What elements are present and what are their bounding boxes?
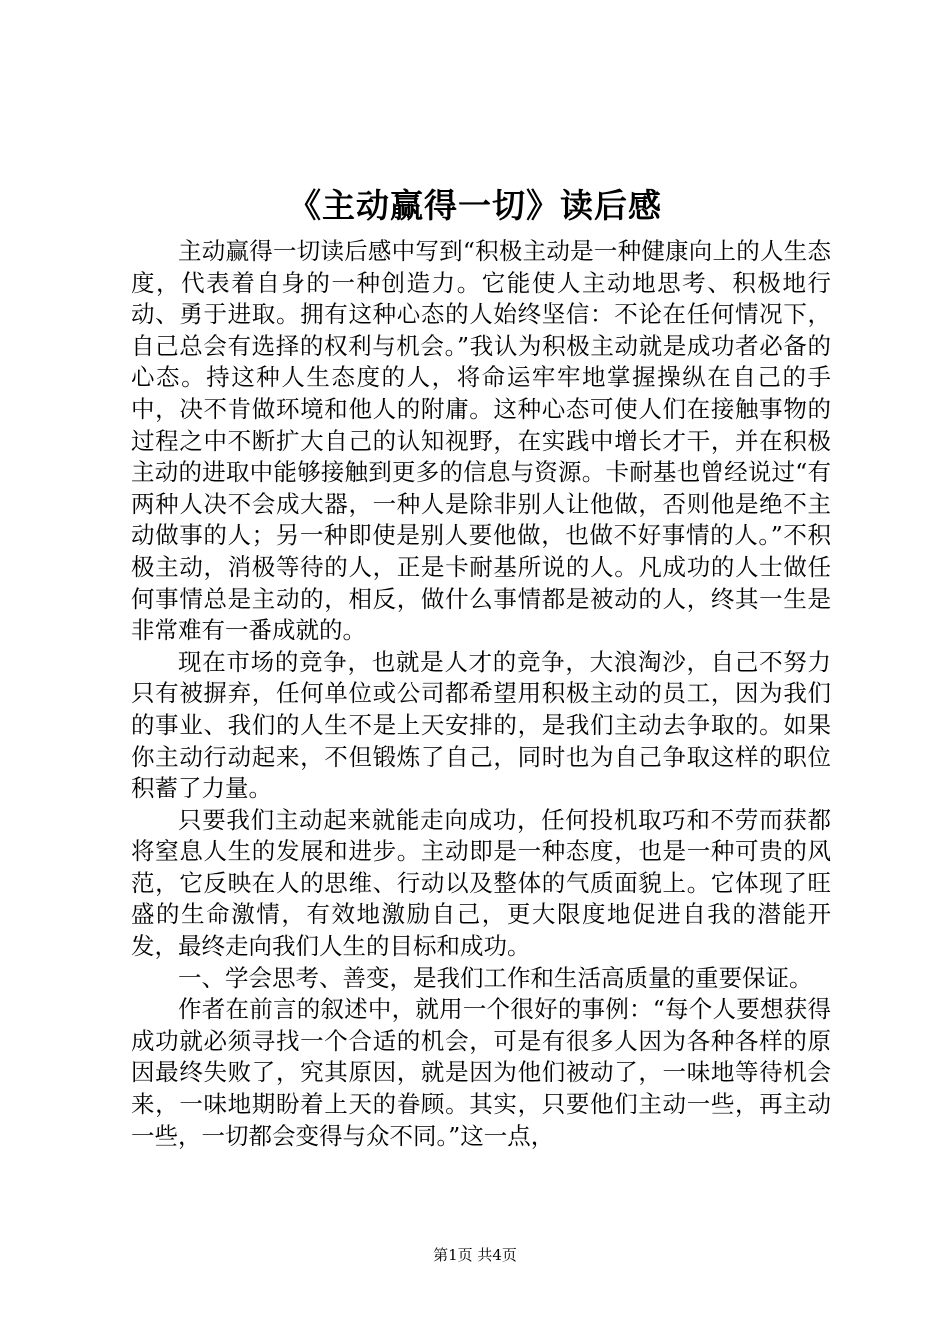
- paragraph: 作者在前言的叙述中，就用一个很好的事例：“每个人要想获得成功就必须寻找一个合适的机会，可是有很多人因为各种各样的原因最终失败了，究其原因，就是因为他们被动了，一味地等待机会来，一味地期盼着上天的眷顾。其实，只要他们主动一些，再主动一些，一切都会变得与众不同。”这一点，: [131, 995, 831, 1150]
- section-heading: 一、学会思考、善变，是我们工作和生活高质量的重要保证。: [178, 963, 813, 992]
- document-body: [131, 236, 831, 1152]
- paragraph: 现在市场的竞争，也就是人才的竞争，大浪淘沙，自己不努力只有被摒弃，任何单位或公司都希望用积极主动的员工，因为我们的事业、我们的人生不是上天安排的，是我们主动去争取的。如果你主动行动起来，不但锻炼了自己，同时也为自己争取这样的职位积蓄了力量。: [131, 647, 831, 803]
- document-title: 《主动赢得一切》读后感: [288, 186, 662, 225]
- paragraph: 只要我们主动起来就能走向成功，任何投机取巧和不劳而获都将窒息人生的发展和进步。主动即是一种态度，也是一种可贵的风范，它反映在人的思维、行动以及整体的气质面貌上。它体现了旺盛的生命激情，有效地激励自己，更大限度地促进自我的潜能开发，最终走向我们人生的目标和成功。: [131, 805, 831, 961]
- paragraph: 主动赢得一切读后感中写到“积极主动是一种健康向上的人生态度，代表着自身的一种创造力。它能使人主动地思考、积极地行动、勇于进取。拥有这种心态的人始终坚信：不论在任何情况下，自己总会有选择的权利与机会。”我认为积极主动就是成功者必备的心态。持这种人生态度的人，将命运牢牢地掌握操纵在自己的手中，决不肯做环境和他人的附庸。这种心态可使人们在接触事物的过程之中不断扩大自己的认知视野，在实践中增长才干，并在积极主动的进取中能够接触到更多的信息与资源。卡耐基也曾经说过“有两种人决不会成大器，一种人是除非别人让他做，否则他是绝不主动做事的人；另一种即使是别人要他做，也做不好事情的人。”不积极主动，消极等待的人，正是卡耐基所说的人。凡成功的人士做任何事情总是主动的，相反，做什么事情都是被动的人，终其一生是非常难有一番成就的。: [131, 237, 831, 645]
- page-number-footer: 第1页 共4页: [433, 1246, 517, 1264]
